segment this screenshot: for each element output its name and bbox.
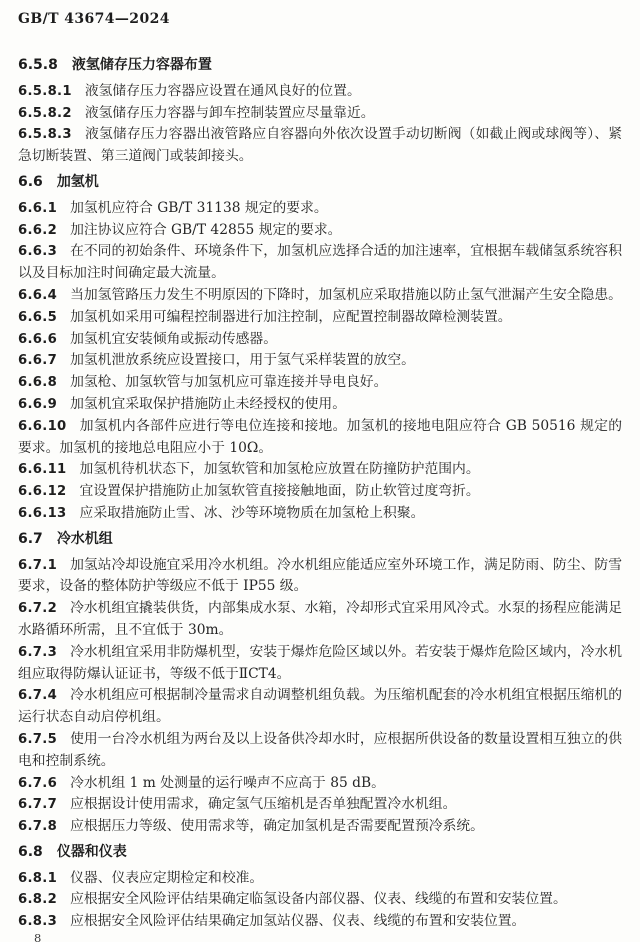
clause-paragraph	[18, 642, 622, 686]
clause-number: 6.6.12	[18, 484, 67, 500]
clause-number: 6.7.3	[18, 644, 58, 660]
page-number: 8	[34, 931, 42, 945]
clause-paragraph	[18, 416, 622, 460]
clause-text: 冷水机组宜撬装供货，内部集成水泵、水箱，冷却形式宜采用风冷式。水泵的扬程应能满足水路循环所需，且不宜低于 30m。	[18, 600, 622, 638]
clause-paragraph	[18, 103, 622, 125]
clause-number: 6.5.8.3	[18, 127, 72, 143]
clause-paragraph	[18, 868, 622, 890]
clause-number: 6.8.1	[18, 870, 58, 886]
section-heading	[18, 55, 622, 77]
section-number: 6.8	[18, 843, 43, 860]
clause-number: 6.6.4	[18, 287, 58, 303]
clause-number: 6.6.10	[18, 418, 67, 434]
clause-paragraph	[18, 329, 622, 351]
clause-text: 加注协议应符合 GB/T 42855 规定的要求。	[70, 221, 342, 238]
clause-text: 应根据设计使用需求，确定氢气压缩机是否单独配置冷水机组。	[70, 796, 457, 813]
section-heading	[18, 842, 622, 864]
section-heading	[18, 529, 622, 551]
clause-number: 6.7.6	[18, 775, 58, 791]
clause-number: 6.7.8	[18, 819, 58, 835]
clause-paragraph	[18, 372, 622, 394]
clause-paragraph	[18, 889, 622, 911]
clause-text: 加氢机应符合 GB/T 31138 规定的要求。	[70, 199, 328, 216]
clause-text: 液氢储存压力容器与卸车控制装置应尽量靠近。	[84, 104, 375, 121]
clause-paragraph	[18, 350, 622, 372]
clause-number: 6.8.3	[18, 914, 58, 930]
section-title: 冷水机组	[56, 530, 113, 547]
clause-paragraph	[18, 729, 622, 773]
section-heading	[18, 172, 622, 194]
clause-text: 加氢机如采用可编程控制器进行加注控制，应配置控制器故障检测装置。	[70, 308, 512, 325]
section-title: 加氢机	[56, 173, 99, 190]
clause-number: 6.7.5	[18, 731, 58, 747]
clause-paragraph	[18, 481, 622, 503]
clause-text: 冷水机组 1 m 处测量的运行噪声不应高于 85 dB。	[70, 774, 385, 791]
clause-text: 液氢储存压力容器应设置在通风良好的位置。	[84, 82, 361, 99]
document-body	[18, 55, 622, 933]
clause-text: 加氢站冷却设施宜采用冷水机组。冷水机组应能适应室外环境工作，满足防雨、防尘、防雪要求，设备的整体防护等级应不低于 IP55 级。	[18, 556, 622, 595]
clause-number: 6.6.3	[18, 244, 58, 260]
clause-text: 加氢机宜安装倾角或振动传感器。	[70, 330, 278, 347]
clause-paragraph	[18, 773, 622, 795]
clause-text: 仪器、仪表应定期检定和校准。	[70, 869, 264, 886]
clause-text: 液氢储存压力容器出液管路应自容器向外依次设置手动切断阀（如截止阀或球阀等）、紧急切断装置、第三道阀门或装卸接头。	[18, 126, 622, 165]
clause-number: 6.6.2	[18, 222, 58, 238]
clause-text: 应采取措施防止雪、冰、沙等环境物质在加氢枪上积聚。	[79, 504, 425, 521]
clause-number: 6.6.13	[18, 505, 67, 521]
clause-paragraph	[18, 503, 622, 525]
clause-paragraph	[18, 685, 622, 729]
clause-number: 6.6.9	[18, 396, 58, 412]
clause-paragraph	[18, 307, 622, 329]
clause-text: 应根据安全风险评估结果确定加氢站仪器、仪表、线缆的布置和安装位置。	[70, 913, 526, 930]
clause-text: 在不同的初始条件、环境条件下，加氢机应选择合适的加注速率，宜根据车载储氢系统容积以及目标加注时间确定最大流量。	[18, 243, 622, 282]
clause-number: 6.6.5	[18, 309, 58, 325]
clause-number: 6.6.7	[18, 353, 58, 369]
clause-text: 宜设置保护措施防止加氢软管直接接触地面，防止软管过度弯折。	[79, 483, 480, 500]
clause-paragraph	[18, 598, 622, 642]
section-number: 6.7	[18, 530, 43, 547]
clause-number: 6.6.6	[18, 331, 58, 347]
clause-text: 当加氢管路压力发生不明原因的下降时，加氢机应采取措施以防止氢气泄漏产生安全隐患。	[70, 286, 622, 303]
clause-text: 应根据安全风险评估结果确定临氢设备内部仪器、仪表、线缆的布置和安装位置。	[70, 891, 567, 908]
clause-number: 6.7.4	[18, 688, 58, 704]
clause-paragraph	[18, 241, 622, 285]
clause-number: 6.5.8.1	[18, 83, 72, 99]
clause-text: 加氢机泄放系统应设置接口，用于氢气采样装置的放空。	[70, 352, 415, 369]
clause-text: 使用一台冷水机组为两台及以上设备供冷却水时，应根据所供设备的数量设置相互独立的供电和控制系统。	[18, 730, 622, 769]
clause-paragraph	[18, 816, 622, 838]
clause-number: 6.7.2	[18, 601, 58, 617]
clause-text: 冷水机组宜采用非防爆机型，安装于爆炸危险区域以外。若安装于爆炸危险区域内，冷水机组应取得防爆认证证书，等级不低于ⅡCT4。	[18, 643, 622, 682]
clause-paragraph	[18, 220, 622, 242]
clause-text: 加氢机宜采取保护措施防止未经授权的使用。	[70, 395, 346, 412]
clause-paragraph	[18, 394, 622, 416]
clause-number: 6.5.8.2	[18, 105, 72, 121]
clause-number: 6.6.8	[18, 375, 58, 391]
section-title: 液氢储存压力容器布置	[71, 57, 212, 73]
clause-text: 加氢机内各部件应进行等电位连接和接地。加氢机的接地电阻应符合 GB 50516 规定的要求。加氢机的接地总电阻应小于 10Ω。	[18, 417, 622, 456]
clause-number: 6.6.1	[18, 200, 58, 216]
clause-paragraph	[18, 285, 622, 307]
clause-paragraph	[18, 794, 622, 816]
clause-paragraph	[18, 459, 622, 481]
clause-text: 冷水机组应可根据制冷量需求自动调整机组负载。为压缩机配套的冷水机组宜根据压缩机的运行状态自动启停机组。	[18, 687, 622, 726]
clause-text: 加氢枪、加氢软管与加氢机应可靠连接并导电良好。	[70, 374, 388, 391]
clause-text: 加氢机待机状态下，加氢软管和加氢枪应放置在防撞防护范围内。	[79, 461, 480, 478]
clause-number: 6.7.1	[18, 557, 58, 573]
clause-number: 6.6.11	[18, 462, 67, 478]
clause-paragraph	[18, 198, 622, 220]
clause-text: 应根据压力等级、使用需求等，确定加氢机是否需要配置预冷系统。	[70, 818, 484, 835]
section-title: 仪器和仪表	[56, 843, 127, 860]
clause-paragraph	[18, 911, 622, 933]
clause-number: 6.8.2	[18, 892, 58, 908]
section-number: 6.6	[18, 173, 43, 190]
clause-number: 6.7.7	[18, 797, 58, 813]
section-number: 6.5.8	[18, 57, 58, 73]
clause-paragraph	[18, 124, 622, 168]
standard-code-header: GB/T 43674—2024	[18, 11, 170, 27]
clause-paragraph	[18, 555, 622, 599]
clause-paragraph	[18, 81, 622, 103]
